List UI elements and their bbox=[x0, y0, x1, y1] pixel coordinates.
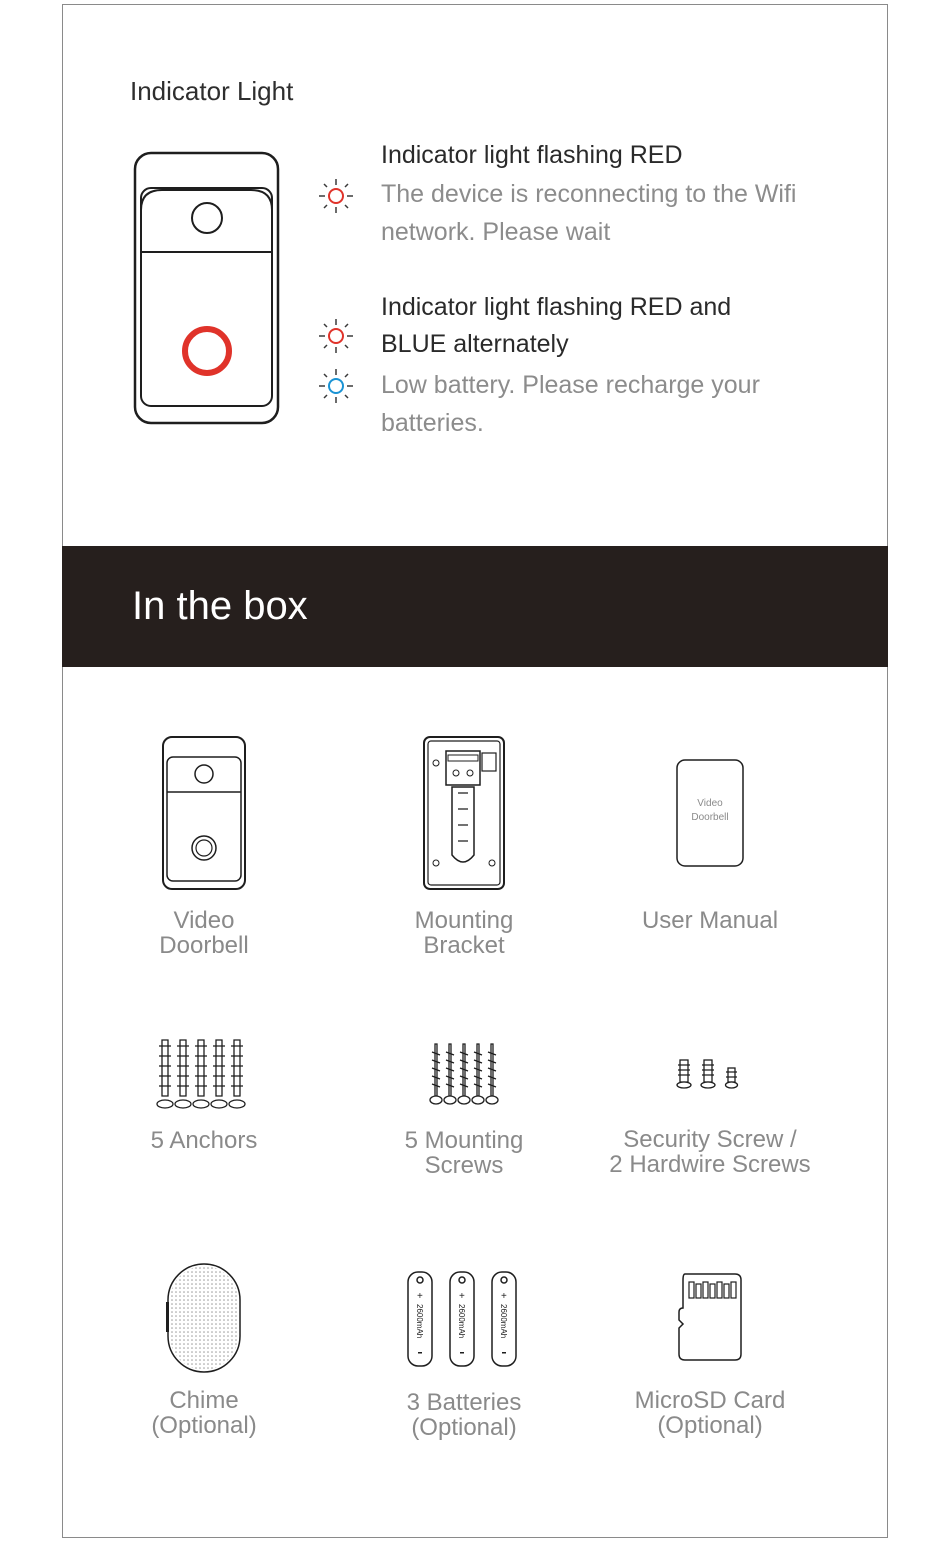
microsd-icon bbox=[675, 1270, 745, 1364]
svg-text:+: + bbox=[417, 1291, 423, 1302]
indicator-red-description: The device is reconnecting to the Wifi network. Please wait bbox=[381, 180, 797, 246]
indicator-red-blue-title: Indicator light flashing RED and BLUE alternately bbox=[381, 293, 732, 358]
box-item-label: User Manual bbox=[641, 907, 779, 934]
manual-icon bbox=[675, 758, 745, 868]
red-light-icon-2 bbox=[318, 318, 354, 354]
in-the-box-heading: In the box bbox=[132, 584, 308, 628]
blue-light-icon bbox=[318, 368, 354, 404]
battery-text-1: 2600mAh bbox=[415, 1304, 424, 1339]
indicator-red-blue-description: Low battery. Please recharge your batteries. bbox=[381, 371, 760, 437]
security-screws-icon bbox=[675, 1058, 745, 1090]
chime-icon bbox=[166, 1262, 242, 1374]
box-item-label: 3 Batteries (Optional) bbox=[406, 1389, 522, 1441]
anchors-icon bbox=[154, 1038, 254, 1110]
box-item-label: Security Screw / 2 Hardwire Screws bbox=[609, 1126, 811, 1178]
manual-text-line1: Video bbox=[697, 798, 723, 809]
batteries-icon bbox=[404, 1268, 524, 1370]
manual-text-line2: Doorbell bbox=[691, 812, 729, 823]
red-light-icon bbox=[318, 178, 354, 214]
box-item-label: Mounting Bracket bbox=[414, 907, 514, 959]
box-item-label: 5 Mounting Screws bbox=[404, 1127, 524, 1179]
in-the-box-banner bbox=[62, 546, 888, 667]
bracket-icon bbox=[422, 735, 506, 891]
box-item-label: Chime (Optional) bbox=[151, 1387, 257, 1439]
box-item-bracket bbox=[344, 735, 584, 958]
box-item-label: MicroSD Card (Optional) bbox=[634, 1387, 786, 1439]
box-item-doorbell bbox=[84, 735, 324, 958]
box-item-screws bbox=[344, 1042, 584, 1178]
box-item-label: 5 Anchors bbox=[150, 1127, 258, 1154]
box-item-manual bbox=[590, 758, 830, 933]
svg-text:+: + bbox=[459, 1291, 465, 1302]
doorbell-illustration bbox=[132, 150, 282, 426]
box-item-anchors bbox=[84, 1038, 324, 1153]
box-item-microsd bbox=[590, 1270, 830, 1438]
battery-text-3: 2600mAh bbox=[499, 1304, 508, 1339]
box-item-chime bbox=[84, 1262, 324, 1438]
box-item-batteries bbox=[344, 1268, 584, 1440]
doorbell-icon bbox=[161, 735, 247, 891]
box-item-security-screws bbox=[590, 1058, 830, 1177]
box-item-label: Video Doorbell bbox=[159, 907, 249, 959]
screws-icon bbox=[426, 1042, 502, 1106]
svg-text:+: + bbox=[501, 1291, 507, 1302]
battery-text-2: 2600mAh bbox=[457, 1304, 466, 1339]
indicator-red-title: Indicator light flashing RED bbox=[381, 141, 683, 169]
indicator-heading: Indicator Light bbox=[130, 76, 294, 106]
